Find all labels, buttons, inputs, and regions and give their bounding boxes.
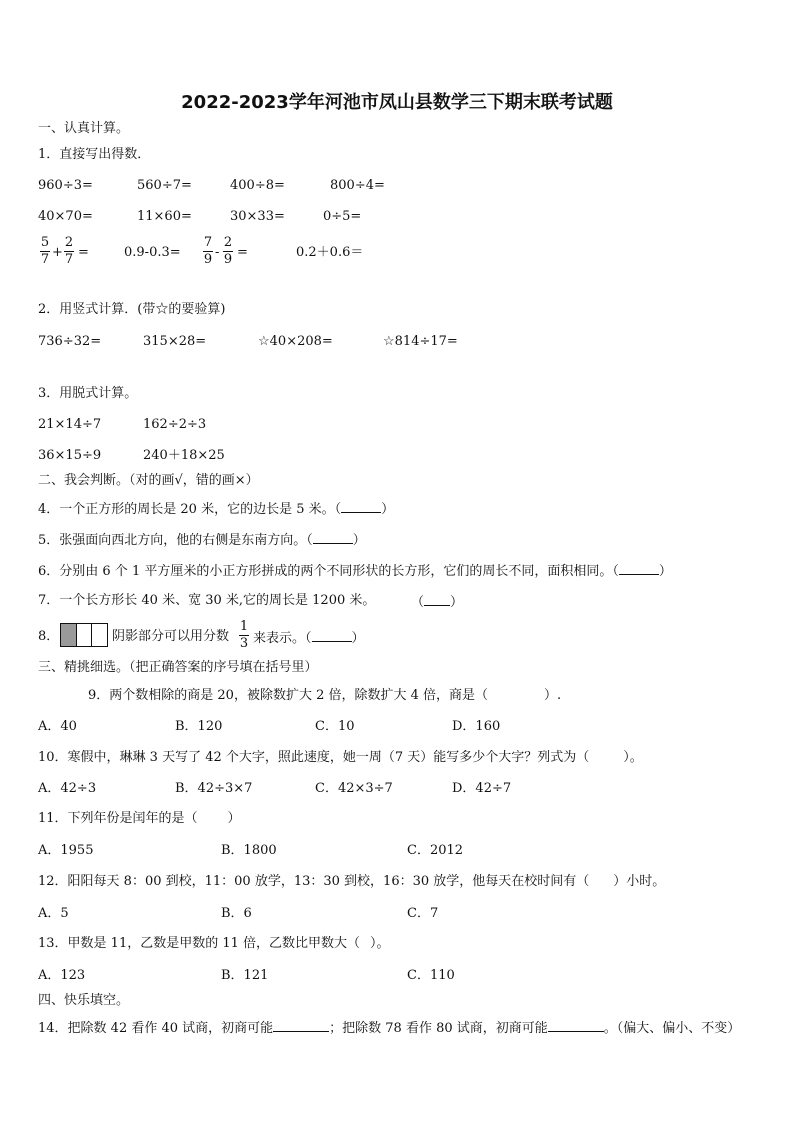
question-5 — [38, 531, 366, 549]
question-9 — [88, 688, 561, 704]
question-8-text: 阴影部分可以用分数 — [112, 629, 230, 644]
answer-blank[interactable] — [341, 500, 381, 513]
option[interactable]: D．160 — [452, 719, 501, 734]
fraction-numerator: 2 — [223, 235, 233, 250]
fraction-numerator: 5 — [40, 235, 50, 250]
calc-item: 0.2＋0.6＝ — [296, 245, 364, 260]
option[interactable]: D．42÷7 — [452, 781, 512, 796]
fraction — [203, 236, 213, 267]
calc-item: 560÷7= — [137, 178, 192, 193]
option[interactable]: A．5 — [38, 906, 69, 921]
question-text: 4．一个正方形的周长是 20 米，它的边长是 5 米。（ — [38, 502, 342, 517]
question-8-after — [253, 629, 365, 647]
section-2-heading: 二、我会判断。（对的画√，错的画×） — [38, 473, 259, 488]
calc-item: ☆814÷17= — [383, 334, 458, 349]
question-text: 来表示。（ — [253, 631, 312, 646]
calc-item: 30×33= — [230, 209, 285, 224]
fraction-denominator: 9 — [203, 252, 213, 267]
question-11 — [38, 811, 241, 827]
question-close: ） — [352, 533, 366, 548]
answer-blank[interactable] — [424, 593, 450, 606]
question-7 — [38, 593, 375, 609]
fraction-denominator: 7 — [64, 252, 74, 267]
calc-item: 0÷5= — [323, 209, 362, 224]
question-text: 11．下列年份是闰年的是（ — [38, 811, 198, 826]
question-close: ） — [658, 564, 672, 579]
option[interactable]: C．2012 — [407, 843, 464, 858]
option[interactable]: A．1955 — [38, 843, 94, 858]
page-title: 2022-2023学年河池市凤山县数学三下期末联考试题 — [181, 92, 613, 113]
question-7-answer — [411, 593, 463, 611]
calc-item: 11×60= — [137, 209, 192, 224]
option[interactable]: B．42÷3×7 — [175, 781, 253, 796]
fraction-denominator: 7 — [40, 252, 50, 267]
answer-blank[interactable] — [273, 1019, 329, 1032]
calc-item: 40×70= — [38, 209, 93, 224]
equals-sign: = — [78, 245, 89, 260]
shaded-rectangle-figure — [60, 623, 108, 647]
question-close: ） — [450, 595, 464, 610]
option[interactable]: C．10 — [315, 719, 355, 734]
calc-item: 36×15÷9 — [38, 448, 102, 463]
question-10 — [38, 750, 643, 766]
question-text: 7．一个长方形长 40 米、宽 30 米,它的周长是 1200 米。 — [38, 593, 376, 608]
fraction — [64, 236, 74, 267]
blank-cell — [92, 624, 107, 646]
option[interactable]: A．42÷3 — [38, 781, 97, 796]
fraction-numerator: 7 — [203, 235, 213, 250]
question-text: 13．甲数是 11，乙数是甲数的 11 倍，乙数比甲数大（ — [38, 936, 361, 951]
shaded-cell — [61, 624, 77, 646]
calc-item: 21×14÷7 — [38, 417, 102, 432]
fraction-numerator: 1 — [239, 619, 249, 634]
calc-item: 736÷32= — [38, 334, 102, 349]
question-text: 。（偏大、偏小、不变） — [603, 1021, 741, 1036]
question-close: ）小时。 — [613, 874, 666, 889]
answer-blank[interactable] — [619, 562, 659, 575]
option[interactable]: B．1800 — [221, 843, 277, 858]
calc-item: 240＋18×25 — [143, 448, 225, 463]
question-6 — [38, 562, 672, 580]
option[interactable]: A．40 — [38, 719, 77, 734]
question-close: ） — [351, 631, 365, 646]
fraction — [40, 236, 50, 267]
option[interactable]: B．6 — [221, 906, 252, 921]
answer-blank[interactable] — [312, 629, 352, 642]
calc-item: 0.9-0.3= — [124, 245, 181, 260]
question-open: （ — [411, 595, 425, 610]
section-4-heading: 四、快乐填空。 — [38, 993, 130, 1008]
fraction-denominator: 9 — [223, 252, 233, 267]
option[interactable]: B．120 — [175, 719, 223, 734]
option[interactable]: C．42×3÷7 — [315, 781, 393, 796]
calc-item: 162÷2÷3 — [143, 417, 207, 432]
question-4 — [38, 500, 394, 518]
fraction-numerator: 2 — [64, 235, 74, 250]
question-text: 14．把除数 42 看作 40 试商，初商可能 — [38, 1021, 274, 1036]
option[interactable]: C．7 — [407, 906, 439, 921]
fraction — [223, 236, 233, 267]
question-close: ）。 — [370, 936, 390, 951]
question-12 — [38, 874, 665, 890]
question-text: 12．阳阳每天 8：00 到校，11：00 放学，13：30 到校，16：30 放学，他每天在校时间有（ — [38, 874, 590, 889]
calc-item: 960÷3= — [38, 178, 93, 193]
operator: + — [52, 245, 63, 260]
question-text: ；把除数 78 看作 80 试商，初商可能 — [329, 1021, 548, 1036]
question-2-label: 2．用竖式计算．(带☆的要验算) — [38, 302, 226, 317]
option[interactable]: A．123 — [38, 968, 86, 983]
calc-item: 800÷4= — [330, 178, 385, 193]
section-1-heading: 一、认真计算。 — [38, 121, 130, 136]
question-text: 5．张强面向西北方向，他的右侧是东南方向。（ — [38, 533, 313, 548]
question-text: 9．两个数相除的商是 20，被除数扩大 2 倍，除数扩大 4 倍，商是（ — [88, 688, 489, 703]
question-close: ）. — [544, 688, 562, 703]
question-3-label: 3．用脱式计算。 — [38, 386, 138, 401]
section-3-heading: 三、精挑细选。（把正确答案的序号填在括号里） — [38, 660, 318, 675]
question-1-label: 1．直接写出得数． — [38, 147, 151, 162]
question-close: ）。 — [623, 750, 643, 765]
calc-item: ☆40×208= — [258, 334, 333, 349]
question-13 — [38, 936, 390, 952]
question-text: 6．分别由 6 个 1 平方厘米的小正方形拼成的两个不同形状的长方形，它们的周长不同，面积相同。（ — [38, 564, 619, 579]
option[interactable]: C．110 — [407, 968, 455, 983]
question-14 — [38, 1019, 740, 1037]
answer-blank[interactable] — [548, 1019, 604, 1032]
blank-cell — [77, 624, 93, 646]
option[interactable]: B．121 — [221, 968, 269, 983]
answer-blank[interactable] — [313, 531, 353, 544]
equals-sign: = — [237, 245, 248, 260]
question-close: ） — [381, 502, 395, 517]
fraction-denominator: 3 — [239, 636, 249, 651]
question-close: ） — [227, 811, 241, 826]
operator: - — [215, 245, 220, 260]
calc-item: 315×28= — [143, 334, 207, 349]
question-8-number: 8． — [38, 629, 60, 644]
fraction — [239, 620, 249, 651]
question-text: 10．寒假中，琳琳 3 天写了 42 个大字，照此速度，她一周（7 天）能写多少个大字？列式为（ — [38, 750, 590, 765]
calc-item: 400÷8= — [230, 178, 285, 193]
